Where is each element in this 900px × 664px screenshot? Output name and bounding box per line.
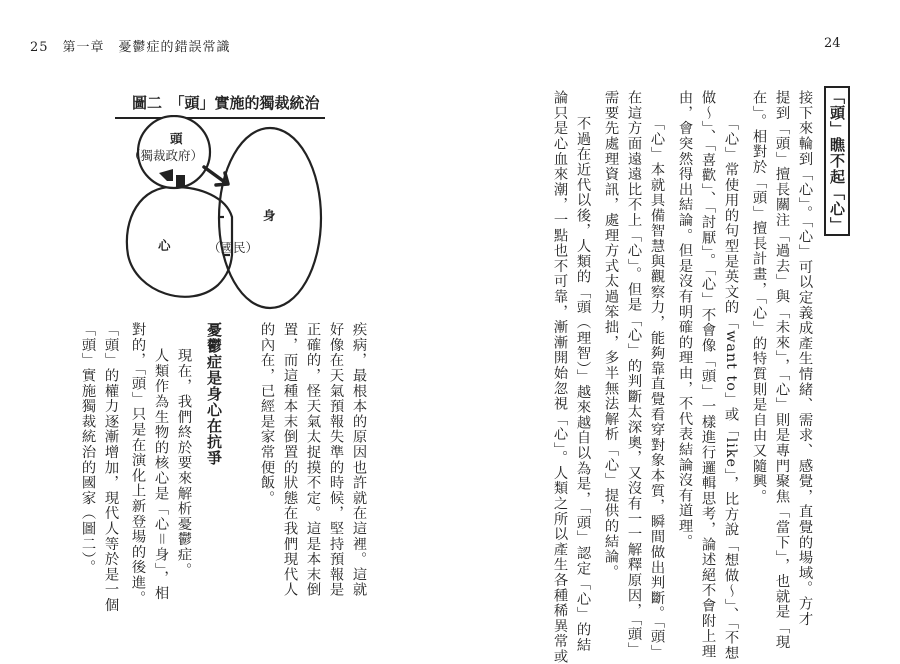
head-sub-label: （獨裁政府） [128,148,204,163]
section-heading-left: 憂鬱症是身心在抗爭 [205,322,223,466]
text-column: 對的，「頭」只是在演化上新登場的後進。 [130,322,146,606]
text-column: 現在，我們終於要來解析憂鬱症。 [176,348,192,578]
head-label: 頭 [170,131,183,146]
pressure-arrow-icon [176,175,185,187]
text-column: 好像在天氣預報失準的時候，堅持預報是 [328,322,344,598]
text-column: 論只是心血來潮，一點也不可靠，漸漸開始忽視「心」。人類之所以產生各種稀異常或 [552,90,568,664]
text-column: 需要先處理資訊，處理方式太過笨拙，多半無法解析「心」提供的結論。 [603,90,619,580]
text-column: 疾病，最根本的原因也許就在這裡。這就 [351,322,367,598]
page-number: 24 [824,36,841,51]
head-heart-body-diagram [100,115,340,315]
section-heading-right: 「頭」瞧不起「心」 [824,86,850,236]
text-column: 正確的，怪天氣太捉摸不定。這是本末倒 [305,322,321,598]
text-column: 接下來輪到「心」。「心」可以定義成產生情緒、需求、感覺，直覺的場域。方才 [797,90,813,627]
text-column: 「心」本就具備智慧與觀察力，能夠靠直覺看穿對象本質，瞬間做出判斷。「頭」 [649,116,665,660]
body-label: 身 [263,208,276,223]
text-column: 做～」、「喜歡」、「討厭」。「心」不會像「頭」一樣進行邏輯思考，論述絕不會附上理 [700,90,716,660]
text-column: 的內在，已經是家常便飯。 [259,322,275,506]
text-column: 置，而這種本末倒置的狀態在我們現代人 [282,322,298,598]
text-column: 「心」常使用的句型是英文的「want to」或「like」，比方說「想做～」、「不想 [723,116,739,661]
text-column: 「頭」實施獨裁統治的國家（圖二）。 [80,322,96,575]
text-column: 人類作為生物的核心是「心＝身」，相 [153,348,169,601]
text-column: 在這方面遠遠比不上「心」。但是「心」的判斷太深奧，又沒有一一解釋原因，「頭」 [626,90,642,658]
arrow-icon [204,167,226,183]
text-column: 提到「頭」擅長關注「過去」與「未來」，「心」則是專門聚焦「當下」，也就是「現 [774,90,790,650]
text-column: 不過在近代以後，人類的「頭（理智）」越來越自以為是，「頭」認定「心」的結 [575,116,591,653]
text-column: 由，會突然得出結論。但是沒有明確的理由，不代表結論沒有道理。 [677,90,693,549]
text-column: 「頭」的權力逐漸增加，現代人等於是一個 [103,322,119,613]
text-column: 在」。相對於「頭」擅長計畫，「心」的特質則是自由又隨興。 [751,90,767,505]
heart-label: 心 [158,238,171,253]
running-header: 25 第一章 憂鬱症的錯誤常識 [30,40,231,55]
heart-sub-label: （國民） [208,240,259,255]
figure-title: 圖二 「頭」實施的獨裁統治 [132,94,320,112]
